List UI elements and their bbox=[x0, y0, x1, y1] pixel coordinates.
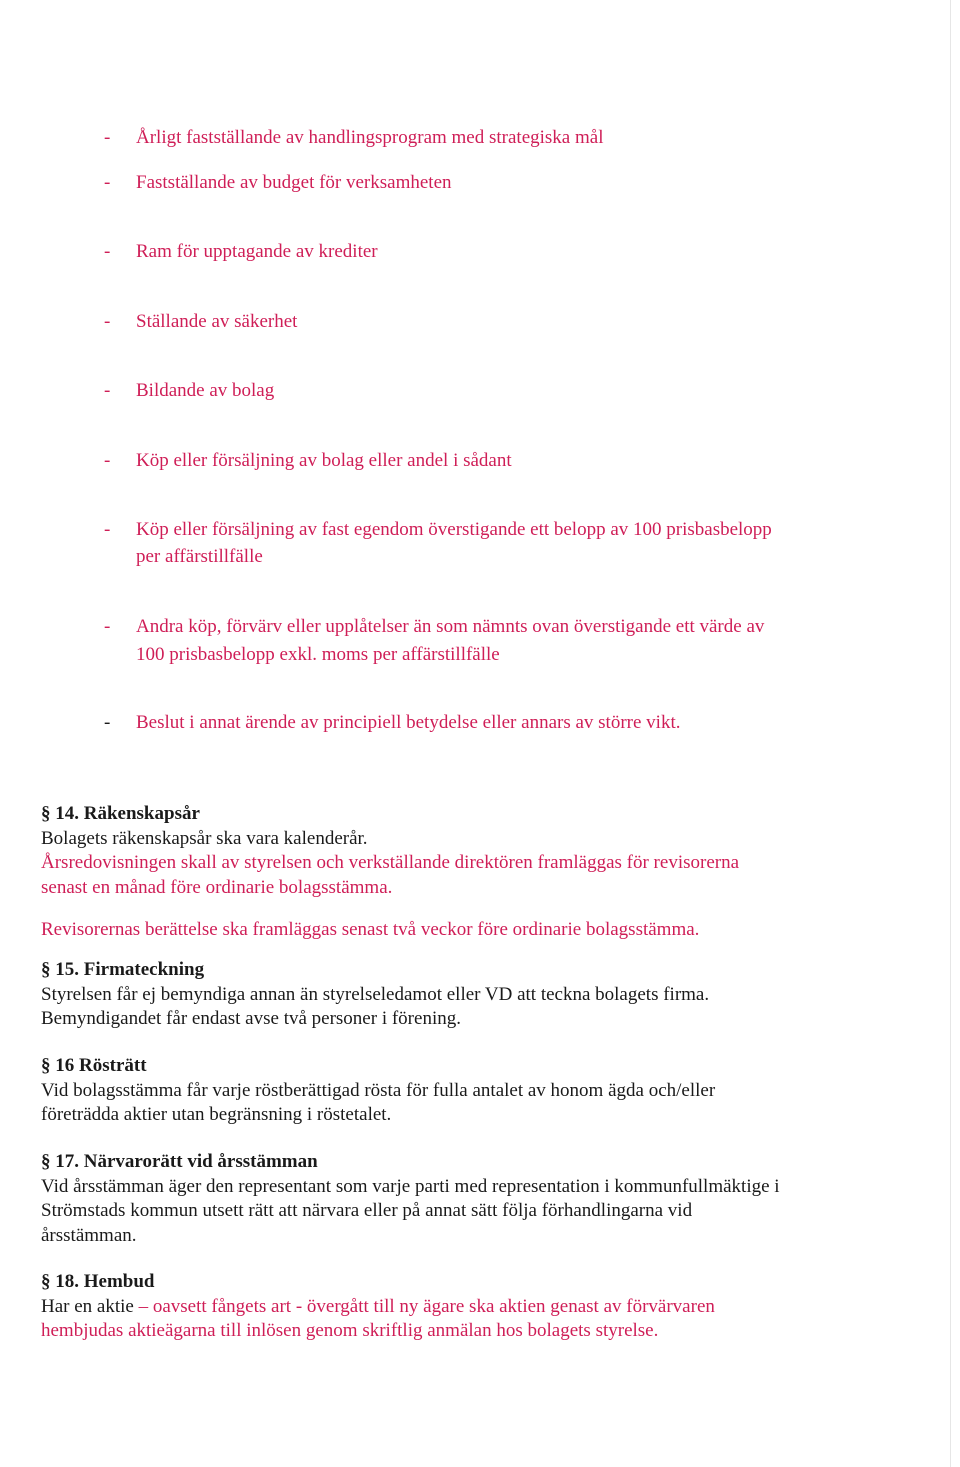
paragraph-line: Bemyndigandet får endast avse två personer i förening. bbox=[41, 1008, 461, 1029]
list-item-text: Fastställande av budget för verksamheten bbox=[136, 172, 452, 193]
list-item-text: Köp eller försäljning av fast egendom överstigande ett belopp av 100 prisbasbelopp bbox=[136, 519, 772, 540]
list-dash: - bbox=[104, 172, 111, 193]
list-dash: - bbox=[104, 519, 111, 540]
paragraph-line: hembjudas aktieägarna till inlösen genom skriftlig anmälan hos bolagets styrelse. bbox=[41, 1320, 659, 1341]
list-dash: - bbox=[104, 311, 111, 332]
section-heading: § 17. Närvarorätt vid årsstämman bbox=[41, 1151, 318, 1172]
list-item-text: per affärstillfälle bbox=[136, 546, 263, 567]
section-heading: § 16 Rösträtt bbox=[41, 1055, 147, 1076]
paragraph-line: Vid bolagsstämma får varje röstberättigad rösta för fulla antalet av honom ägda och/eller bbox=[41, 1079, 716, 1101]
list-dash: - bbox=[104, 450, 111, 471]
section-14 bbox=[41, 802, 739, 943]
section-heading: § 18. Hembud bbox=[41, 1271, 155, 1292]
paragraph-line: företrädda aktier utan begränsning i röstetalet. bbox=[41, 1104, 392, 1125]
paragraph-text-amended: – oavsett fångets art - övergått till ny ägare ska aktien genast av förvärvaren bbox=[138, 1295, 715, 1317]
list-item-text: Ram för upptagande av krediter bbox=[136, 241, 378, 262]
paragraph-line: Bolagets räkenskapsår ska vara kalenderår. bbox=[41, 827, 368, 849]
paragraph-line: Styrelsen får ej bemyndiga annan än styrelseledamot eller VD att teckna bolagets firma. bbox=[41, 983, 710, 1005]
list-item-text: Årligt fastställande av handlingsprogram med strategiska mål bbox=[136, 127, 604, 148]
section-17 bbox=[41, 1150, 780, 1248]
list-item-text: Andra köp, förvärv eller upplåtelser än som nämnts ovan överstigande ett värde av bbox=[136, 616, 765, 637]
list-item-text: Beslut i annat ärende av principiell betydelse eller annars av större vikt. bbox=[136, 712, 681, 733]
section-heading: § 15. Firmateckning bbox=[41, 959, 205, 980]
paragraph-line: Årsredovisningen skall av styrelsen och verkställande direktören framläggas för revisorerna bbox=[41, 852, 740, 873]
list-dash: - bbox=[104, 380, 111, 401]
list-dash: - bbox=[104, 616, 111, 637]
section-16 bbox=[41, 1054, 715, 1128]
paragraph-line: senast en månad före ordinarie bolagsstämma. bbox=[41, 876, 393, 898]
section-heading: § 14. Räkenskapsår bbox=[41, 803, 200, 824]
paragraph-line: Vid årsstämman äger den representant som varje parti med representation i kommunfullmäktige i bbox=[41, 1175, 780, 1197]
paragraph-text: Har en aktie bbox=[41, 1295, 139, 1317]
list-item-text: 100 prisbasbelopp exkl. moms per affärstillfälle bbox=[136, 644, 500, 665]
list-item-text: Köp eller försäljning av bolag eller andel i sådant bbox=[136, 450, 512, 471]
list-item-text: Bildande av bolag bbox=[136, 380, 275, 401]
list-dash: - bbox=[104, 127, 111, 148]
list-dash: - bbox=[104, 241, 111, 262]
paragraph-line bbox=[41, 1295, 715, 1320]
page-edge bbox=[950, 0, 951, 1467]
list-dash: - bbox=[104, 712, 111, 733]
paragraph-line: Revisorernas berättelse ska framläggas senast två veckor före ordinarie bolagsstämma. bbox=[41, 919, 700, 940]
section-15 bbox=[41, 958, 709, 1032]
section-18 bbox=[41, 1270, 715, 1344]
list-item-text: Ställande av säkerhet bbox=[136, 311, 298, 332]
paragraph-line: Strömstads kommun utsett rätt att närvara eller på annat sätt följa förhandlingarna vid bbox=[41, 1200, 693, 1221]
paragraph-line: årsstämman. bbox=[41, 1224, 137, 1246]
